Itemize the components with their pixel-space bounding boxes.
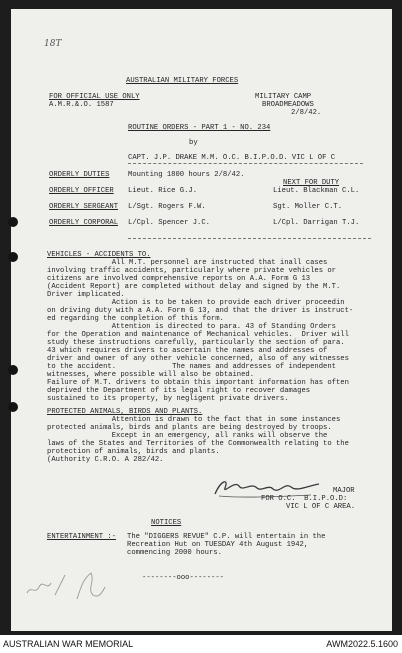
- signatory-rank: MAJOR: [333, 487, 355, 495]
- handwritten-mark: 18T: [44, 39, 62, 49]
- notice-line: The "DIGGERS REVUE" C.P. will entertain in the: [127, 533, 326, 541]
- pencil-scribble: [21, 565, 111, 605]
- end-mark: --------ooo--------: [142, 574, 224, 582]
- punch-hole: [8, 365, 18, 375]
- vehicles-body: [47, 259, 377, 403]
- footer-bar: [0, 635, 402, 653]
- body-line: Driver implicated.: [47, 291, 125, 299]
- body-line: driver and owner of any other vehicle concerned, also of any witnesses: [47, 355, 349, 363]
- body-line: study these instructions carefully, particularly the section of para.: [47, 339, 345, 347]
- location-name: BROADMEADOWS: [262, 101, 314, 109]
- official-use-label: FOR OFFICIAL USE ONLY: [49, 93, 140, 101]
- body-line: Attention is directed to para. 43 of Standing Orders: [47, 323, 336, 331]
- commanding-officer: CAPT. J.P. DRAKE M.M. O.C. B.I.P.O.D. VIC L OF C: [128, 154, 336, 162]
- orderly-sergeant-label: ORDERLY SERGEANT: [49, 203, 119, 211]
- document-sheet: [11, 9, 392, 631]
- body-line: for the Operation and maintenance of Mechanical vehicles. Driver will: [47, 331, 349, 339]
- body-line: protected animals, birds and plants are being destroyed by troops.: [47, 424, 332, 432]
- location-camp: MILITARY CAMP: [255, 93, 312, 101]
- notices-heading: NOTICES: [151, 519, 182, 527]
- orderly-corporal-label: ORDERLY CORPORAL: [49, 219, 119, 227]
- signature-area-line: VIC L OF C AREA.: [286, 503, 356, 511]
- body-line: on driving duty with a A.A. Form G 13, and that the driver is instruct-: [47, 307, 354, 315]
- orderly-officer-label: ORDERLY OFFICER: [49, 187, 114, 195]
- body-line: 43 which requires drivers to ascertain the names and addresses of: [47, 347, 328, 355]
- body-line: All M.T. personnel are instructed that inall cases: [47, 259, 328, 267]
- animals-body: [47, 416, 377, 464]
- signature-for-line: FOR O.C. B.I.P.O.D:: [261, 495, 348, 503]
- body-line: Attention is drawn to the fact that in some instances: [47, 416, 341, 424]
- body-line: Action is to be taken to provide each driver proceedin: [47, 299, 345, 307]
- body-line: protection of animals, birds and plants.: [47, 448, 220, 456]
- vehicles-heading: VEHICLES - ACCIDENTS TO.: [47, 251, 151, 259]
- animals-heading: PROTECTED ANIMALS, BIRDS AND PLANTS.: [47, 408, 203, 416]
- orderly-sergeant-current: L/Sgt. Rogers F.W.: [128, 203, 206, 211]
- punch-hole: [8, 252, 18, 262]
- orderly-officer-current: Lieut. Rice G.J.: [128, 187, 198, 195]
- orderly-officer-next: Lieut. Blackman C.L.: [273, 187, 360, 195]
- document-title: AUSTRALIAN MILITARY FORCES: [126, 77, 239, 85]
- notice-line: commencing 2000 hours.: [127, 549, 222, 557]
- routine-orders-title: ROUTINE ORDERS - PART 1 - NO. 234: [128, 124, 271, 132]
- divider: [128, 238, 371, 239]
- body-line: involving traffic accidents, particularly where private vehicles or: [47, 267, 336, 275]
- body-line: deprived the Department of its legal right to recover damages: [47, 387, 311, 395]
- body-line: (Accident Report) are completed without delay and signed by the M.T.: [47, 283, 341, 291]
- body-line: Failure of M.T. drivers to obtain this important information has often: [47, 379, 349, 387]
- footer-source: AUSTRALIAN WAR MEMORIAL: [3, 639, 134, 649]
- body-line: Except in an emergency, all ranks will observe the: [47, 432, 328, 440]
- mounting-time: Mounting 1800 hours 2/8/42.: [128, 171, 245, 179]
- entertainment-label: ENTERTAINMENT :-: [47, 533, 117, 541]
- body-line: laws of the States and Territories of the Commonwealth relating to the: [47, 440, 349, 448]
- orderly-sergeant-next: Sgt. Moller C.T.: [273, 203, 343, 211]
- body-line: ed regarding the completion of this form.: [47, 315, 224, 323]
- punch-hole: [8, 402, 18, 412]
- body-line: citizens are involved comprehensive reports on A.A. Form G 13: [47, 275, 311, 283]
- by-label: by: [189, 139, 198, 147]
- reference-number: A.M.R.&.O. 1587: [49, 101, 114, 109]
- document-date: 2/8/42.: [291, 109, 322, 117]
- footer-accession-number: AWM2022.5.1600: [326, 639, 398, 649]
- punch-hole: [8, 217, 18, 227]
- notice-line: Recreation Hut on TUESDAY 4th August 1942,: [127, 541, 309, 549]
- body-line: to the accident. The names and addresses of independent: [47, 363, 336, 371]
- divider: [128, 163, 363, 164]
- next-for-duty-label: NEXT FOR DUTY: [283, 179, 340, 187]
- body-line: witnesses, where possible will also be obtained.: [47, 371, 255, 379]
- body-line: (Authority C.R.O. A 282/42.: [47, 456, 164, 464]
- body-line: sustained to its property, by negligent private drivers.: [47, 395, 289, 403]
- orderly-duties-label: ORDERLY DUTIES: [49, 171, 110, 179]
- orderly-corporal-current: L/Cpl. Spencer J.C.: [128, 219, 210, 227]
- orderly-corporal-next: L/Cpl. Darrigan T.J.: [273, 219, 360, 227]
